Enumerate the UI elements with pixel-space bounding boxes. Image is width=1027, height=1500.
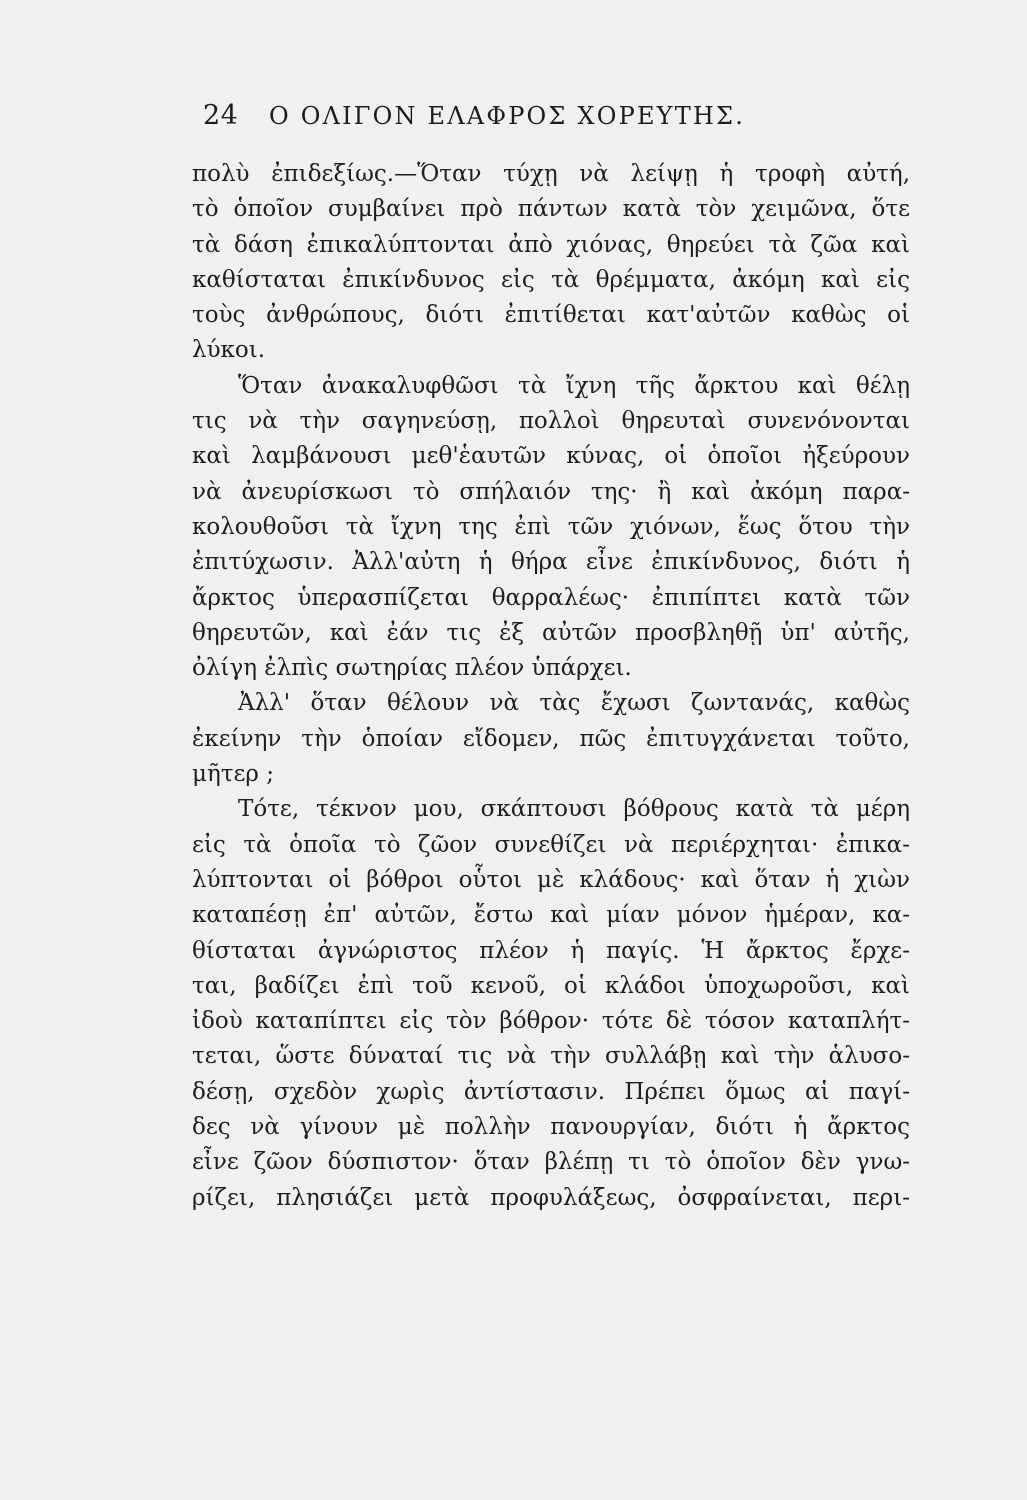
text-line: τοὺς ἀνθρώπους, διότι ἐπιτίθεται κατ'αὐτῶν καθὼς οἱ	[192, 302, 910, 329]
text-line: δέσῃ, σχεδὸν χωρὶς ἀντίστασιν. Πρέπει ὅμως αἱ παγί-	[192, 1078, 910, 1105]
paragraph-start-line: Τότε, τέκνον μου, σκάπτουσι βόθρους κατὰ τὰ μέρη	[238, 796, 910, 823]
text-line: ρίζει, πλησιάζει μετὰ προφυλάξεως, ὀσφραίνεται, περι-	[192, 1184, 910, 1211]
text-line: ἐκείνην τὴν ὁποίαν εἴδομεν, πῶς ἐπιτυγχάνεται τοῦτο,	[192, 725, 910, 752]
text-line: λύκοι.	[192, 337, 266, 364]
text-line: ὀλίγη ἐλπὶς σωτηρίας πλέον ὑπάρχει.	[192, 655, 632, 682]
text-line: ἰδοὺ καταπίπτει εἰς τὸν βόθρον· τότε δὲ τόσον καταπλήτ-	[192, 1008, 910, 1035]
text-line: λύπτονται οἱ βόθροι οὗτοι μὲ κλάδους· καὶ ὅταν ἡ χιὼν	[192, 866, 910, 893]
text-line: νὰ ἀνευρίσκωσι τὸ σπήλαιόν της· ἢ καὶ ἀκόμη παρα-	[192, 478, 910, 505]
text-line: τις νὰ τὴν σαγηνεύσῃ, πολλοὶ θηρευταὶ συνενόνονται	[192, 408, 910, 435]
text-line: ἐπιτύχωσιν. Ἀλλ'αὐτη ἡ θήρα εἶνε ἐπικίνδυνος, διότι ἡ	[192, 549, 910, 576]
text-line: δες νὰ γίνουν μὲ πολλὴν πανουργίαν, διότι ἡ ἄρκτος	[192, 1114, 910, 1141]
text-line: ται, βαδίζει ἐπὶ τοῦ κενοῦ, οἱ κλάδοι ὑποχωροῦσι, καὶ	[192, 972, 910, 999]
text-line: καθίσταται ἐπικίνδυνος εἰς τὰ θρέμματα, ἀκόμη καὶ εἰς	[192, 266, 910, 293]
text-line: θηρευτῶν, καὶ ἐάν τις ἐξ αὐτῶν προσβληθῇ ὑπ' αὐτῆς,	[192, 619, 910, 646]
page-header	[203, 100, 843, 140]
text-line: πολὺ ἐπιδεξίως.—Ὅταν τύχῃ νὰ λείψῃ ἡ τροφὴ αὐτή,	[192, 161, 910, 187]
text-line: μῆτερ ;	[192, 761, 274, 788]
text-line: κολουθοῦσι τὰ ἴχνη της ἐπὶ τῶν χιόνων, ἕως ὅτου τὴν	[192, 513, 910, 540]
paragraph-start-line: Ἀλλ' ὅταν θέλουν νὰ τὰς ἔχωσι ζωντανάς, καθὼς	[238, 690, 910, 717]
body-text	[192, 157, 910, 1216]
text-line: καταπέσῃ ἐπ' αὐτῶν, ἔστω καὶ μίαν μόνον ἡμέραν, κα-	[192, 902, 910, 929]
page-number: 24	[203, 100, 239, 131]
text-line: εἶνε ζῶον δύσπιστον· ὅταν βλέπῃ τι τὸ ὁποῖον δὲν γνω-	[192, 1149, 910, 1176]
text-line: ἄρκτος ὑπερασπίζεται θαρραλέως· ἐπιπίπτει κατὰ τῶν	[192, 584, 910, 611]
text-line: τεται, ὥστε δύναταί τις νὰ τὴν συλλάβῃ καὶ τὴν ἁλυσο-	[192, 1043, 910, 1070]
text-line: τὸ ὁποῖον συμβαίνει πρὸ πάντων κατὰ τὸν χειμῶνα, ὅτε	[192, 196, 910, 223]
text-line: τὰ δάση ἐπικαλύπτονται ἀπὸ χιόνας, θηρεύει τὰ ζῶα καὶ	[192, 231, 910, 258]
text-line: θίσταται ἀγνώριστος πλέον ἡ παγίς. Ἡ ἄρκτος ἔρχε-	[192, 937, 910, 964]
running-title: Ο ΟΛΙΓΟΝ ΕΛΑΦΡΟΣ ΧΟΡΕΥΤΗΣ.	[269, 102, 746, 130]
text-line: εἰς τὰ ὁποῖα τὸ ζῶον συνεθίζει νὰ περιέρχηται· ἐπικα-	[192, 831, 910, 858]
paragraph-start-line: Ὅταν ἀνακαλυφθῶσι τὰ ἴχνη τῆς ἄρκτου καὶ θέλῃ	[238, 372, 910, 399]
text-line: καὶ λαμβάνουσι μεθ'ἑαυτῶν κύνας, οἱ ὁποῖοι ἠξεύρουν	[192, 443, 910, 470]
